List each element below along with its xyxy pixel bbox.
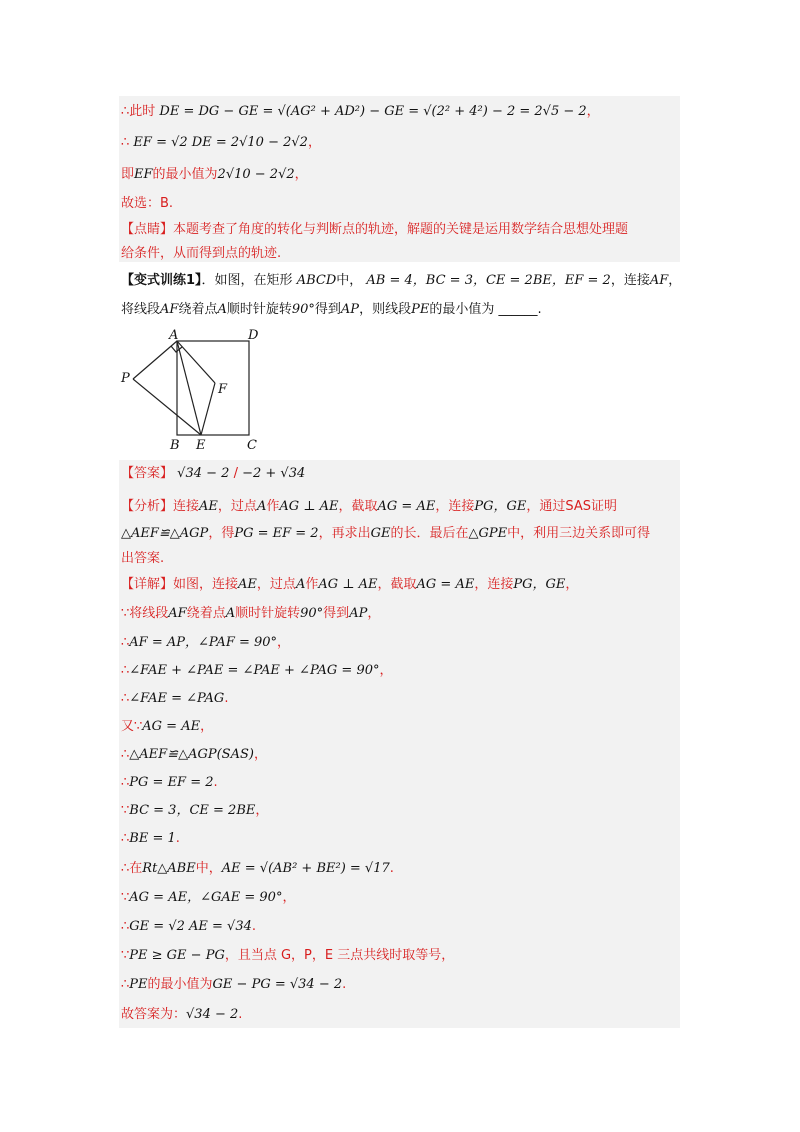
equation: √34 − 2 <box>186 1007 239 1022</box>
problem-text: . <box>537 302 542 317</box>
detail-text: ，连接 <box>474 577 514 592</box>
step-line <box>121 1006 242 1024</box>
step-text: 的最小值为 <box>147 977 213 992</box>
math-term: AP <box>340 302 360 317</box>
step-prefix: ∴ <box>121 775 130 790</box>
step-prefix: ∴ <box>121 691 130 706</box>
line-text: 的最小值为 <box>152 167 218 182</box>
step-prefix: ∵ <box>121 803 130 818</box>
problem-text: ．如图，在矩形 <box>201 273 293 288</box>
equation: BE = 1 <box>129 831 176 846</box>
detail-text: 如图，连接 <box>173 577 239 592</box>
analysis-label: 【分析】 <box>121 499 174 514</box>
detail-text: 作 <box>305 577 319 592</box>
solution-box-bottom <box>119 460 680 1028</box>
step-prefix: ∴在 <box>121 861 143 876</box>
math-term: 90° <box>300 606 324 621</box>
step-line <box>121 860 394 878</box>
detail-text: ，过点 <box>256 577 296 592</box>
detail-text: ，截取 <box>377 577 417 592</box>
equation: △AEF≌△AGP(SAS) <box>129 747 254 762</box>
step-prefix: ∴ <box>121 831 130 846</box>
step-line <box>121 662 393 680</box>
problem-text: 得到 <box>314 302 341 317</box>
equation: AE = √(AB² + BE²) = √17 <box>221 861 390 876</box>
equation: ∠FAE = ∠PAG <box>129 691 225 706</box>
step-line <box>121 830 180 848</box>
math-term: A <box>256 499 267 514</box>
step-text: 中， <box>195 861 222 876</box>
math-term: PE <box>129 977 148 992</box>
segment-ap <box>133 341 177 379</box>
step-end: . <box>342 977 347 992</box>
step-prefix: ∵ <box>121 948 130 963</box>
answer-choice: 故选：B. <box>121 196 174 211</box>
solution-line <box>121 134 321 152</box>
analysis-line <box>121 525 650 543</box>
detail-text: ， <box>565 577 579 592</box>
step-prefix: ∵将线段 <box>121 606 169 621</box>
step-line <box>121 918 256 936</box>
equation: PG = EF = 2 <box>129 775 214 790</box>
math-term: AB = 4，BC = 3，CE = 2BE，EF = 2 <box>366 273 611 288</box>
step-prefix: ∵ <box>121 890 130 905</box>
detail-label: 【详解】 <box>121 577 174 592</box>
math-term: △AEF≌△AGP <box>121 526 209 541</box>
equation: GE = √2 AE = √34 <box>129 919 252 934</box>
problem-text: ， <box>668 273 682 288</box>
equation: BC = 3，CE = 2BE <box>129 803 256 818</box>
step-line <box>121 802 268 820</box>
step-line <box>121 889 295 907</box>
step-end: ， <box>367 606 381 621</box>
math-term: AF <box>649 273 669 288</box>
step-prefix: ∴ <box>121 635 130 650</box>
math-term: AP <box>349 606 368 621</box>
equation: EF <box>134 167 153 182</box>
step-end: ， <box>379 663 393 678</box>
problem-text: ，连接 <box>610 273 650 288</box>
answer-separator: / <box>233 466 238 481</box>
equation: ∠FAE + ∠PAE = ∠PAE + ∠PAG = 90° <box>129 663 380 678</box>
math-term: AE <box>199 499 218 514</box>
analysis-text: ，再求出 <box>318 526 371 541</box>
problem-line <box>121 301 542 319</box>
step-prefix: 故答案为： <box>121 1007 187 1022</box>
label-b: B <box>170 438 180 453</box>
equation: PE ≥ GE − PG <box>129 948 225 963</box>
math-term: PG，GE <box>513 577 566 592</box>
step-prefix: ∴ <box>121 663 130 678</box>
step-line <box>121 605 380 623</box>
line-end: ， <box>586 104 600 119</box>
label-p: P <box>121 371 130 386</box>
math-term: PE <box>411 302 430 317</box>
remark-line: 【点睛】本题考查了角度的转化与判断点的轨迹，解题的关键是运用数学结合思想处理题 <box>121 222 629 237</box>
step-end: ， <box>253 747 267 762</box>
equation: 2√10 − 2√2 <box>217 167 295 182</box>
solution-line <box>121 166 308 184</box>
step-line <box>121 634 290 652</box>
step-line <box>121 746 267 764</box>
analysis-text: ，得 <box>208 526 235 541</box>
step-end: . <box>251 919 257 934</box>
equation: AG = AE <box>142 719 201 734</box>
equation: EF = √2 DE = 2√10 − 2√2 <box>133 135 308 150</box>
step-text: 绕着点 <box>186 606 226 621</box>
problem-line <box>121 272 681 290</box>
equation: AF = AP，∠PAF = 90° <box>129 635 278 650</box>
line-prefix: ∴此时 <box>121 104 156 119</box>
step-text: ，且当点 G，P，E 三点共线时取等号， <box>224 948 455 963</box>
step-prefix: ∴ <box>121 919 130 934</box>
line-prefix: 即 <box>121 167 135 182</box>
analysis-text: 中，利用三边关系即可得 <box>507 526 651 541</box>
step-end: ， <box>255 803 269 818</box>
answer-label: 【答案】 <box>121 466 174 481</box>
step-end: . <box>213 775 218 790</box>
line-prefix: ∴ <box>121 135 130 150</box>
remark-line: 给条件，从而得到点的轨迹. <box>121 246 282 261</box>
math-term: AG = AE <box>377 499 436 514</box>
step-end: ， <box>277 635 291 650</box>
equation: √34 − 2 <box>177 466 230 481</box>
analysis-text: ，连接 <box>435 499 475 514</box>
label-e: E <box>196 438 206 453</box>
math-term: AG = AE <box>416 577 475 592</box>
problem-text: 顺时针旋转 <box>226 302 292 317</box>
analysis-text: 连接 <box>173 499 200 514</box>
math-term: PG = EF = 2 <box>234 526 319 541</box>
step-line <box>121 718 213 736</box>
step-end: . <box>175 831 180 846</box>
math-term: A <box>225 606 236 621</box>
analysis-text: ，通过SAS证明 <box>526 499 617 514</box>
equation: −2 + √34 <box>242 466 306 481</box>
problem-text: 中， <box>336 273 363 288</box>
equation: GE − PG = √34 − 2 <box>212 977 343 992</box>
step-prefix: ∴ <box>121 977 130 992</box>
math-term: Rt△ABE <box>142 861 196 876</box>
math-term: A <box>295 577 306 592</box>
step-prefix: 又∵ <box>121 719 143 734</box>
step-end: ， <box>200 719 214 734</box>
line-end: ， <box>294 167 308 182</box>
step-end: ， <box>282 890 296 905</box>
segment-ef <box>201 383 215 435</box>
line-end: ， <box>307 135 321 150</box>
math-term: AG ⊥ AE <box>318 577 378 592</box>
step-end: . <box>238 1007 243 1022</box>
step-end: . <box>389 861 394 876</box>
equation: AG = AE，∠GAE = 90° <box>129 890 283 905</box>
step-text: 得到 <box>323 606 350 621</box>
problem-text: 将线段 <box>121 302 161 317</box>
math-term: 90° <box>291 302 315 317</box>
geometry-figure <box>119 325 279 453</box>
rectangle-abcd <box>177 341 249 435</box>
math-term: PG，GE <box>474 499 527 514</box>
step-prefix: ∴ <box>121 747 130 762</box>
analysis-text: ，截取 <box>338 499 378 514</box>
math-term: AE <box>238 577 257 592</box>
label-c: C <box>247 438 257 453</box>
step-line <box>121 774 218 792</box>
analysis-text: ，过点 <box>217 499 257 514</box>
problem-label: 【变式训练1】 <box>121 273 202 288</box>
label-f: F <box>218 382 228 397</box>
analysis-text: 作 <box>266 499 280 514</box>
math-term: GE <box>370 526 391 541</box>
equation: DE = DG − GE = √(AG² + AD²) − GE = √(2² + 4²) − 2 = 2√5 − 2 <box>159 104 587 119</box>
step-line <box>121 690 228 708</box>
problem-text: ，则线段 <box>359 302 412 317</box>
problem-text: 的最小值为 <box>429 302 495 317</box>
step-line <box>121 947 454 965</box>
answer-blank: ______ <box>498 302 538 317</box>
math-term: AF <box>160 302 179 317</box>
math-term: △GPE <box>468 526 508 541</box>
math-term: AG ⊥ AE <box>279 499 339 514</box>
step-text: 顺时针旋转 <box>235 606 301 621</box>
math-term: AF <box>168 606 187 621</box>
answer-line <box>121 465 305 483</box>
solution-line <box>121 103 600 121</box>
analysis-line: 出答案. <box>121 551 165 566</box>
math-term: ABCD <box>296 273 337 288</box>
label-d: D <box>248 328 259 343</box>
math-term: A <box>217 302 227 317</box>
problem-text: 绕着点 <box>178 302 218 317</box>
label-a: A <box>169 328 179 343</box>
segment-pe <box>133 379 201 435</box>
step-end: . <box>224 691 229 706</box>
detail-line <box>121 576 578 594</box>
analysis-line <box>121 498 617 516</box>
analysis-text: 的长．最后在 <box>390 526 469 541</box>
step-line <box>121 976 346 994</box>
